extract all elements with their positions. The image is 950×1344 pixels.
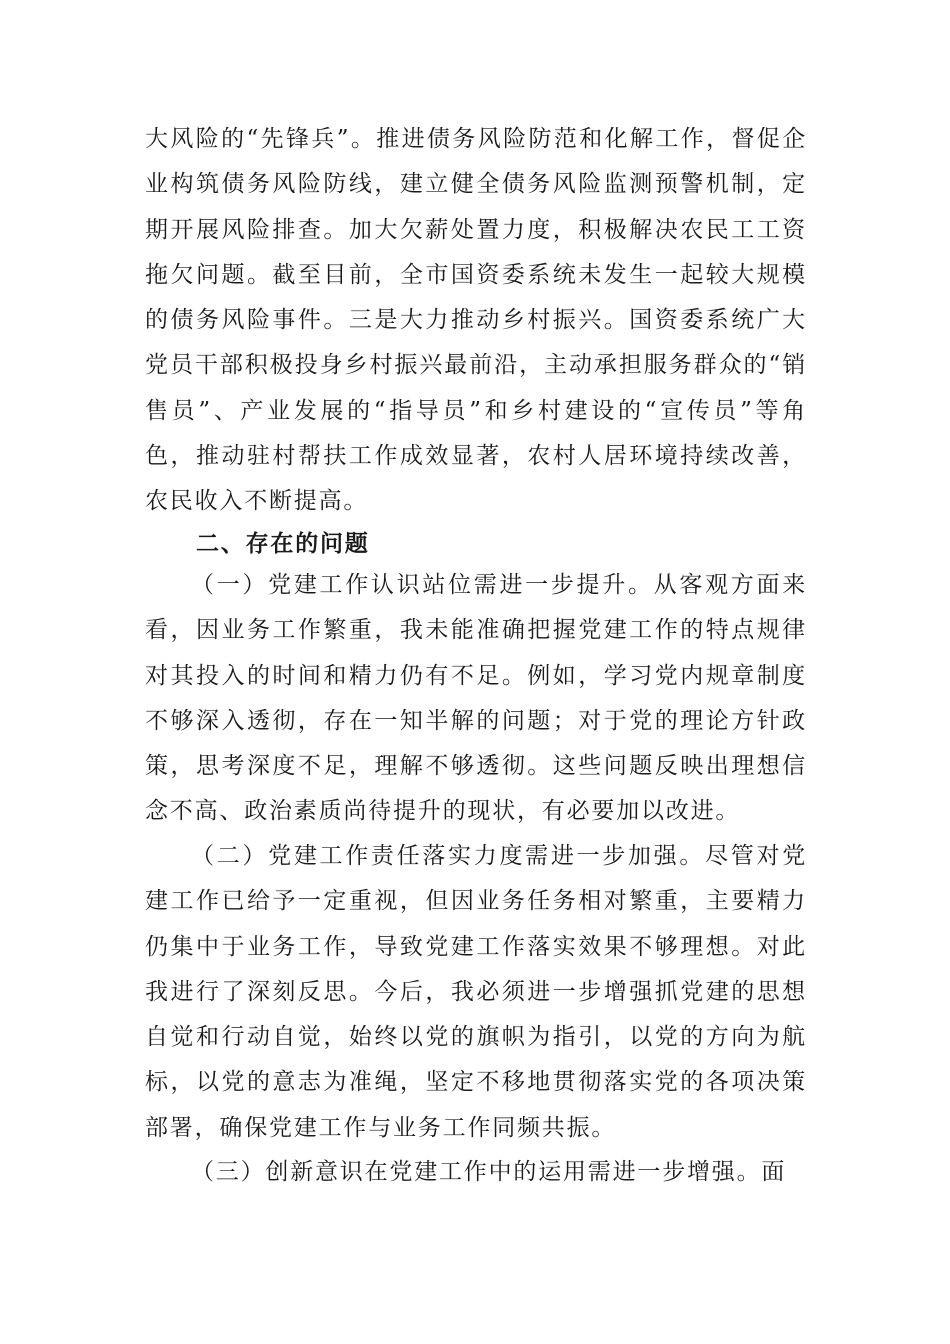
issue-paragraph-3: [145, 1150, 807, 1195]
issue-body-2: 尽管对党建工作已给予一定重视，但因业务任务相对繁重，主要精力仍集中于业务工作，导致党建工作落实效果不够理想。对此我进行了深刻反思。今后，我必须进一步增强抓党建的思想自觉和行动自觉，始终以党的旗帜为指引，以党的方向为航标，以党的意志为准绳，坚定不移地贯彻落实党的各项决策部署，确保党建工作与业务工作同频共振。: [145, 843, 808, 1141]
issue-lead-1: （一）党建工作认识站位需进一步提升。: [191, 572, 654, 598]
issue-lead-2: （二）党建工作责任落实力度需进一步加强。: [191, 843, 706, 869]
issue-body-3: 面: [761, 1159, 787, 1185]
section-heading: 二、存在的问题: [196, 531, 370, 557]
paragraph-continuation: 大风险的“先锋兵”。推进债务风险防范和化解工作，督促企业构筑债务风险防线，建立健全债务风险监测预警机制，定期开展风险排查。加大欠薪处置力度，积极解决农民工工资拖欠问题。截至目前，全市国资委系统未发生一起较大规模的债务风险事件。三是大力推动乡村振兴。国资委系统广大党员干部积极投身乡村振兴最前沿，主动承担服务群众的“销售员”、产业发展的“指导员”和乡村建设的“宣传员”等角色，推动驻村帮扶工作成效显著，农村人居环境持续改善，农民收入不断提高。: [145, 126, 807, 515]
issue-paragraph-2: [145, 834, 807, 1151]
issue-lead-3: （三）创新意识在党建工作中的运用需进一步增强。: [191, 1159, 762, 1185]
issue-body-1: 从客观方面来看，因业务工作繁重，我未能准确把握党建工作的特点规律对其投入的时间和精力仍有不足。例如，学习党内规章制度不够深入透彻，存在一知半解的问题；对于党的理论方针政策，思考深度不足，理解不够透彻。这些问题反映出理想信念不高、政治素质尚待提升的现状，有必要加以改进。: [145, 572, 807, 825]
issue-paragraph-1: [145, 563, 807, 835]
